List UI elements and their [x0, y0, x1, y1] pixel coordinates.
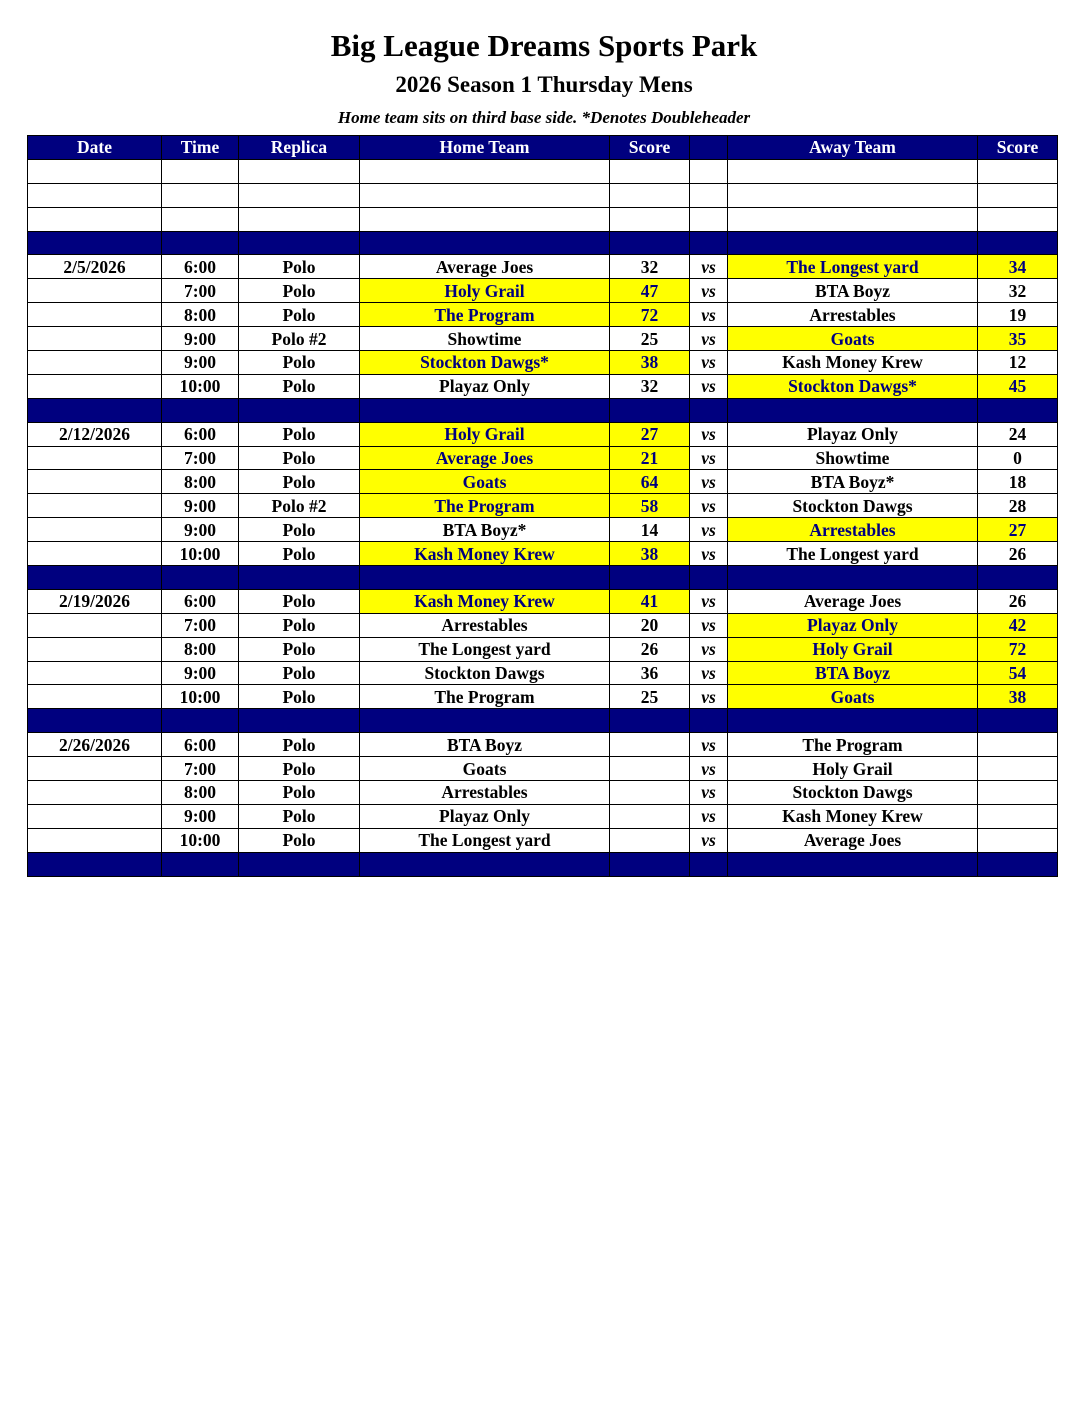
vs-label: vs [690, 613, 728, 637]
game-row [28, 303, 1058, 327]
away-team: Holy Grail [728, 757, 978, 781]
game-replica: Polo [239, 781, 360, 805]
away-score: 38 [978, 685, 1058, 709]
game-replica: Polo [239, 518, 360, 542]
empty-cell [690, 159, 728, 183]
away-team: Holy Grail [728, 637, 978, 661]
home-team: Playaz Only [360, 804, 610, 828]
empty-cell [728, 207, 978, 231]
game-row [28, 422, 1058, 446]
away-team: Arrestables [728, 518, 978, 542]
home-team: Playaz Only [360, 374, 610, 398]
empty-cell [162, 159, 239, 183]
empty-cell [162, 709, 239, 733]
empty-cell [360, 398, 610, 422]
vs-label: vs [690, 327, 728, 351]
empty-cell [28, 637, 162, 661]
away-score [978, 733, 1058, 757]
game-replica: Polo [239, 828, 360, 852]
home-team: BTA Boyz [360, 733, 610, 757]
home-score: 72 [610, 303, 690, 327]
game-time: 9:00 [162, 518, 239, 542]
vs-label: vs [690, 374, 728, 398]
away-team: Goats [728, 327, 978, 351]
home-score: 14 [610, 518, 690, 542]
vs-label: vs [690, 781, 728, 805]
home-score: 25 [610, 327, 690, 351]
game-row [28, 733, 1058, 757]
away-score: 19 [978, 303, 1058, 327]
game-replica: Polo [239, 613, 360, 637]
game-date: 2/5/2026 [28, 255, 162, 279]
blank-row [28, 207, 1058, 231]
game-replica: Polo [239, 422, 360, 446]
away-score: 32 [978, 279, 1058, 303]
game-time: 6:00 [162, 589, 239, 613]
home-score: 26 [610, 637, 690, 661]
vs-label: vs [690, 446, 728, 470]
schedule-table [27, 135, 1058, 877]
game-replica: Polo [239, 757, 360, 781]
header-date: Date [28, 136, 162, 160]
empty-cell [978, 709, 1058, 733]
empty-cell [28, 446, 162, 470]
home-score: 38 [610, 351, 690, 375]
home-team: Goats [360, 757, 610, 781]
game-time: 10:00 [162, 828, 239, 852]
empty-cell [28, 781, 162, 805]
away-score: 72 [978, 637, 1058, 661]
empty-cell [239, 398, 360, 422]
home-team: Showtime [360, 327, 610, 351]
empty-cell [28, 518, 162, 542]
away-score: 0 [978, 446, 1058, 470]
vs-label: vs [690, 542, 728, 566]
empty-cell [978, 231, 1058, 255]
empty-cell [728, 398, 978, 422]
header-home-team: Home Team [360, 136, 610, 160]
home-score: 58 [610, 494, 690, 518]
header-time: Time [162, 136, 239, 160]
header-away-score: Score [978, 136, 1058, 160]
game-date: 2/19/2026 [28, 589, 162, 613]
empty-cell [360, 159, 610, 183]
empty-cell [978, 566, 1058, 590]
away-score: 42 [978, 613, 1058, 637]
game-time: 6:00 [162, 255, 239, 279]
empty-cell [360, 183, 610, 207]
empty-cell [610, 398, 690, 422]
game-replica: Polo [239, 303, 360, 327]
game-row [28, 374, 1058, 398]
empty-cell [610, 852, 690, 876]
vs-label: vs [690, 255, 728, 279]
home-score: 47 [610, 279, 690, 303]
away-team: Stockton Dawgs [728, 781, 978, 805]
away-score: 45 [978, 374, 1058, 398]
home-team: Holy Grail [360, 422, 610, 446]
game-date: 2/12/2026 [28, 422, 162, 446]
empty-cell [162, 183, 239, 207]
empty-cell [239, 852, 360, 876]
away-team: The Longest yard [728, 542, 978, 566]
home-score [610, 757, 690, 781]
away-team: Stockton Dawgs [728, 494, 978, 518]
away-score [978, 804, 1058, 828]
vs-label: vs [690, 733, 728, 757]
home-team: The Program [360, 303, 610, 327]
game-time: 8:00 [162, 303, 239, 327]
away-team: BTA Boyz [728, 279, 978, 303]
empty-cell [28, 279, 162, 303]
game-replica: Polo [239, 470, 360, 494]
game-replica: Polo [239, 279, 360, 303]
game-replica: Polo #2 [239, 327, 360, 351]
game-replica: Polo [239, 255, 360, 279]
empty-cell [728, 566, 978, 590]
game-row [28, 661, 1058, 685]
game-time: 9:00 [162, 661, 239, 685]
game-time: 9:00 [162, 327, 239, 351]
home-team: The Program [360, 494, 610, 518]
empty-cell [360, 231, 610, 255]
home-team: Kash Money Krew [360, 589, 610, 613]
header-home-score: Score [610, 136, 690, 160]
game-replica: Polo [239, 351, 360, 375]
empty-cell [360, 852, 610, 876]
game-row [28, 804, 1058, 828]
vs-label: vs [690, 279, 728, 303]
game-time: 6:00 [162, 733, 239, 757]
game-row [28, 446, 1058, 470]
game-row [28, 351, 1058, 375]
empty-cell [978, 159, 1058, 183]
game-time: 10:00 [162, 374, 239, 398]
vs-label: vs [690, 351, 728, 375]
game-time: 10:00 [162, 542, 239, 566]
vs-label: vs [690, 804, 728, 828]
game-time: 7:00 [162, 279, 239, 303]
game-time: 7:00 [162, 757, 239, 781]
home-score: 36 [610, 661, 690, 685]
away-team: Goats [728, 685, 978, 709]
home-score: 41 [610, 589, 690, 613]
empty-cell [690, 709, 728, 733]
away-score [978, 828, 1058, 852]
away-team: BTA Boyz [728, 661, 978, 685]
separator-row [28, 852, 1058, 876]
vs-label: vs [690, 661, 728, 685]
away-score [978, 781, 1058, 805]
vs-label: vs [690, 828, 728, 852]
game-replica: Polo [239, 589, 360, 613]
away-score: 12 [978, 351, 1058, 375]
game-time: 7:00 [162, 446, 239, 470]
game-date: 2/26/2026 [28, 733, 162, 757]
vs-label: vs [690, 589, 728, 613]
header-row [28, 136, 1058, 160]
away-score: 24 [978, 422, 1058, 446]
game-time: 8:00 [162, 470, 239, 494]
home-team: Stockton Dawgs [360, 661, 610, 685]
home-team: The Longest yard [360, 828, 610, 852]
away-team: Average Joes [728, 828, 978, 852]
empty-cell [728, 159, 978, 183]
away-score: 27 [978, 518, 1058, 542]
separator-row [28, 398, 1058, 422]
empty-cell [610, 183, 690, 207]
away-score [978, 757, 1058, 781]
empty-cell [28, 351, 162, 375]
vs-label: vs [690, 518, 728, 542]
home-score: 32 [610, 255, 690, 279]
empty-cell [728, 852, 978, 876]
home-team: Arrestables [360, 613, 610, 637]
game-time: 9:00 [162, 804, 239, 828]
away-team: Kash Money Krew [728, 351, 978, 375]
game-row [28, 542, 1058, 566]
empty-cell [28, 709, 162, 733]
game-time: 6:00 [162, 422, 239, 446]
empty-cell [28, 303, 162, 327]
page-title: Big League Dreams Sports Park [330, 28, 758, 63]
header-away-team: Away Team [728, 136, 978, 160]
game-replica: Polo [239, 733, 360, 757]
separator-row [28, 566, 1058, 590]
empty-cell [690, 566, 728, 590]
game-replica: Polo [239, 661, 360, 685]
away-team: Kash Money Krew [728, 804, 978, 828]
home-score: 21 [610, 446, 690, 470]
game-time: 9:00 [162, 494, 239, 518]
empty-cell [28, 398, 162, 422]
away-score: 35 [978, 327, 1058, 351]
vs-label: vs [690, 757, 728, 781]
game-time: 9:00 [162, 351, 239, 375]
home-score [610, 781, 690, 805]
empty-cell [728, 709, 978, 733]
empty-cell [28, 183, 162, 207]
empty-cell [28, 613, 162, 637]
game-time: 10:00 [162, 685, 239, 709]
game-replica: Polo [239, 542, 360, 566]
game-row [28, 757, 1058, 781]
empty-cell [239, 566, 360, 590]
home-score [610, 828, 690, 852]
away-team: Playaz Only [728, 422, 978, 446]
home-score: 20 [610, 613, 690, 637]
empty-cell [610, 566, 690, 590]
home-score: 27 [610, 422, 690, 446]
away-team: Arrestables [728, 303, 978, 327]
game-time: 8:00 [162, 781, 239, 805]
game-row [28, 470, 1058, 494]
home-team: Stockton Dawgs* [360, 351, 610, 375]
empty-cell [610, 207, 690, 231]
empty-cell [239, 231, 360, 255]
empty-cell [690, 398, 728, 422]
empty-cell [28, 804, 162, 828]
empty-cell [162, 231, 239, 255]
empty-cell [690, 231, 728, 255]
home-score: 38 [610, 542, 690, 566]
empty-cell [978, 852, 1058, 876]
empty-cell [978, 207, 1058, 231]
empty-cell [728, 183, 978, 207]
game-replica: Polo [239, 637, 360, 661]
vs-label: vs [690, 422, 728, 446]
game-time: 7:00 [162, 613, 239, 637]
game-replica: Polo [239, 446, 360, 470]
home-team: Arrestables [360, 781, 610, 805]
empty-cell [28, 207, 162, 231]
home-team: The Program [360, 685, 610, 709]
home-team: Average Joes [360, 255, 610, 279]
empty-cell [28, 374, 162, 398]
vs-label: vs [690, 494, 728, 518]
game-replica: Polo [239, 374, 360, 398]
empty-cell [690, 183, 728, 207]
vs-label: vs [690, 303, 728, 327]
empty-cell [239, 183, 360, 207]
game-row [28, 685, 1058, 709]
game-row [28, 637, 1058, 661]
away-score: 54 [978, 661, 1058, 685]
empty-cell [360, 207, 610, 231]
game-replica: Polo [239, 685, 360, 709]
empty-cell [28, 231, 162, 255]
empty-cell [978, 398, 1058, 422]
home-score: 64 [610, 470, 690, 494]
empty-cell [28, 494, 162, 518]
empty-cell [690, 207, 728, 231]
empty-cell [28, 852, 162, 876]
empty-cell [978, 183, 1058, 207]
empty-cell [360, 566, 610, 590]
empty-cell [28, 470, 162, 494]
home-team: Kash Money Krew [360, 542, 610, 566]
away-score: 18 [978, 470, 1058, 494]
page-subtitle: 2026 Season 1 Thursday Mens [395, 72, 693, 97]
empty-cell [28, 542, 162, 566]
vs-label: vs [690, 470, 728, 494]
game-row [28, 828, 1058, 852]
home-score: 25 [610, 685, 690, 709]
game-replica: Polo #2 [239, 494, 360, 518]
separator-row [28, 231, 1058, 255]
empty-cell [162, 398, 239, 422]
home-score [610, 804, 690, 828]
empty-cell [690, 852, 728, 876]
home-team: Holy Grail [360, 279, 610, 303]
empty-cell [239, 709, 360, 733]
empty-cell [610, 709, 690, 733]
header-replica: Replica [239, 136, 360, 160]
away-team: Showtime [728, 446, 978, 470]
game-row [28, 518, 1058, 542]
empty-cell [28, 661, 162, 685]
home-team: Goats [360, 470, 610, 494]
header-vs [690, 136, 728, 160]
empty-cell [610, 159, 690, 183]
game-row [28, 327, 1058, 351]
empty-cell [28, 566, 162, 590]
away-score: 34 [978, 255, 1058, 279]
away-score: 26 [978, 542, 1058, 566]
empty-cell [28, 159, 162, 183]
game-row [28, 279, 1058, 303]
vs-label: vs [690, 685, 728, 709]
empty-cell [28, 327, 162, 351]
separator-row [28, 709, 1058, 733]
away-team: Average Joes [728, 589, 978, 613]
away-team: The Program [728, 733, 978, 757]
away-team: Stockton Dawgs* [728, 374, 978, 398]
home-score: 32 [610, 374, 690, 398]
game-row [28, 781, 1058, 805]
vs-label: vs [690, 637, 728, 661]
home-team: The Longest yard [360, 637, 610, 661]
empty-cell [28, 828, 162, 852]
empty-cell [28, 757, 162, 781]
away-score: 28 [978, 494, 1058, 518]
game-row [28, 255, 1058, 279]
empty-cell [162, 207, 239, 231]
game-row [28, 494, 1058, 518]
empty-cell [360, 709, 610, 733]
empty-cell [728, 231, 978, 255]
away-team: The Longest yard [728, 255, 978, 279]
empty-cell [162, 852, 239, 876]
home-team: Average Joes [360, 446, 610, 470]
away-score: 26 [978, 589, 1058, 613]
home-team: BTA Boyz* [360, 518, 610, 542]
empty-cell [239, 207, 360, 231]
game-row [28, 589, 1058, 613]
empty-cell [239, 159, 360, 183]
home-score [610, 733, 690, 757]
blank-row [28, 159, 1058, 183]
empty-cell [28, 685, 162, 709]
game-replica: Polo [239, 804, 360, 828]
empty-cell [610, 231, 690, 255]
game-row [28, 613, 1058, 637]
empty-cell [162, 566, 239, 590]
away-team: BTA Boyz* [728, 470, 978, 494]
doubleheader-note: Home team sits on third base side. *Denotes Doubleheader [337, 108, 751, 127]
game-time: 8:00 [162, 637, 239, 661]
blank-row [28, 183, 1058, 207]
away-team: Playaz Only [728, 613, 978, 637]
schedule-body [28, 159, 1058, 876]
